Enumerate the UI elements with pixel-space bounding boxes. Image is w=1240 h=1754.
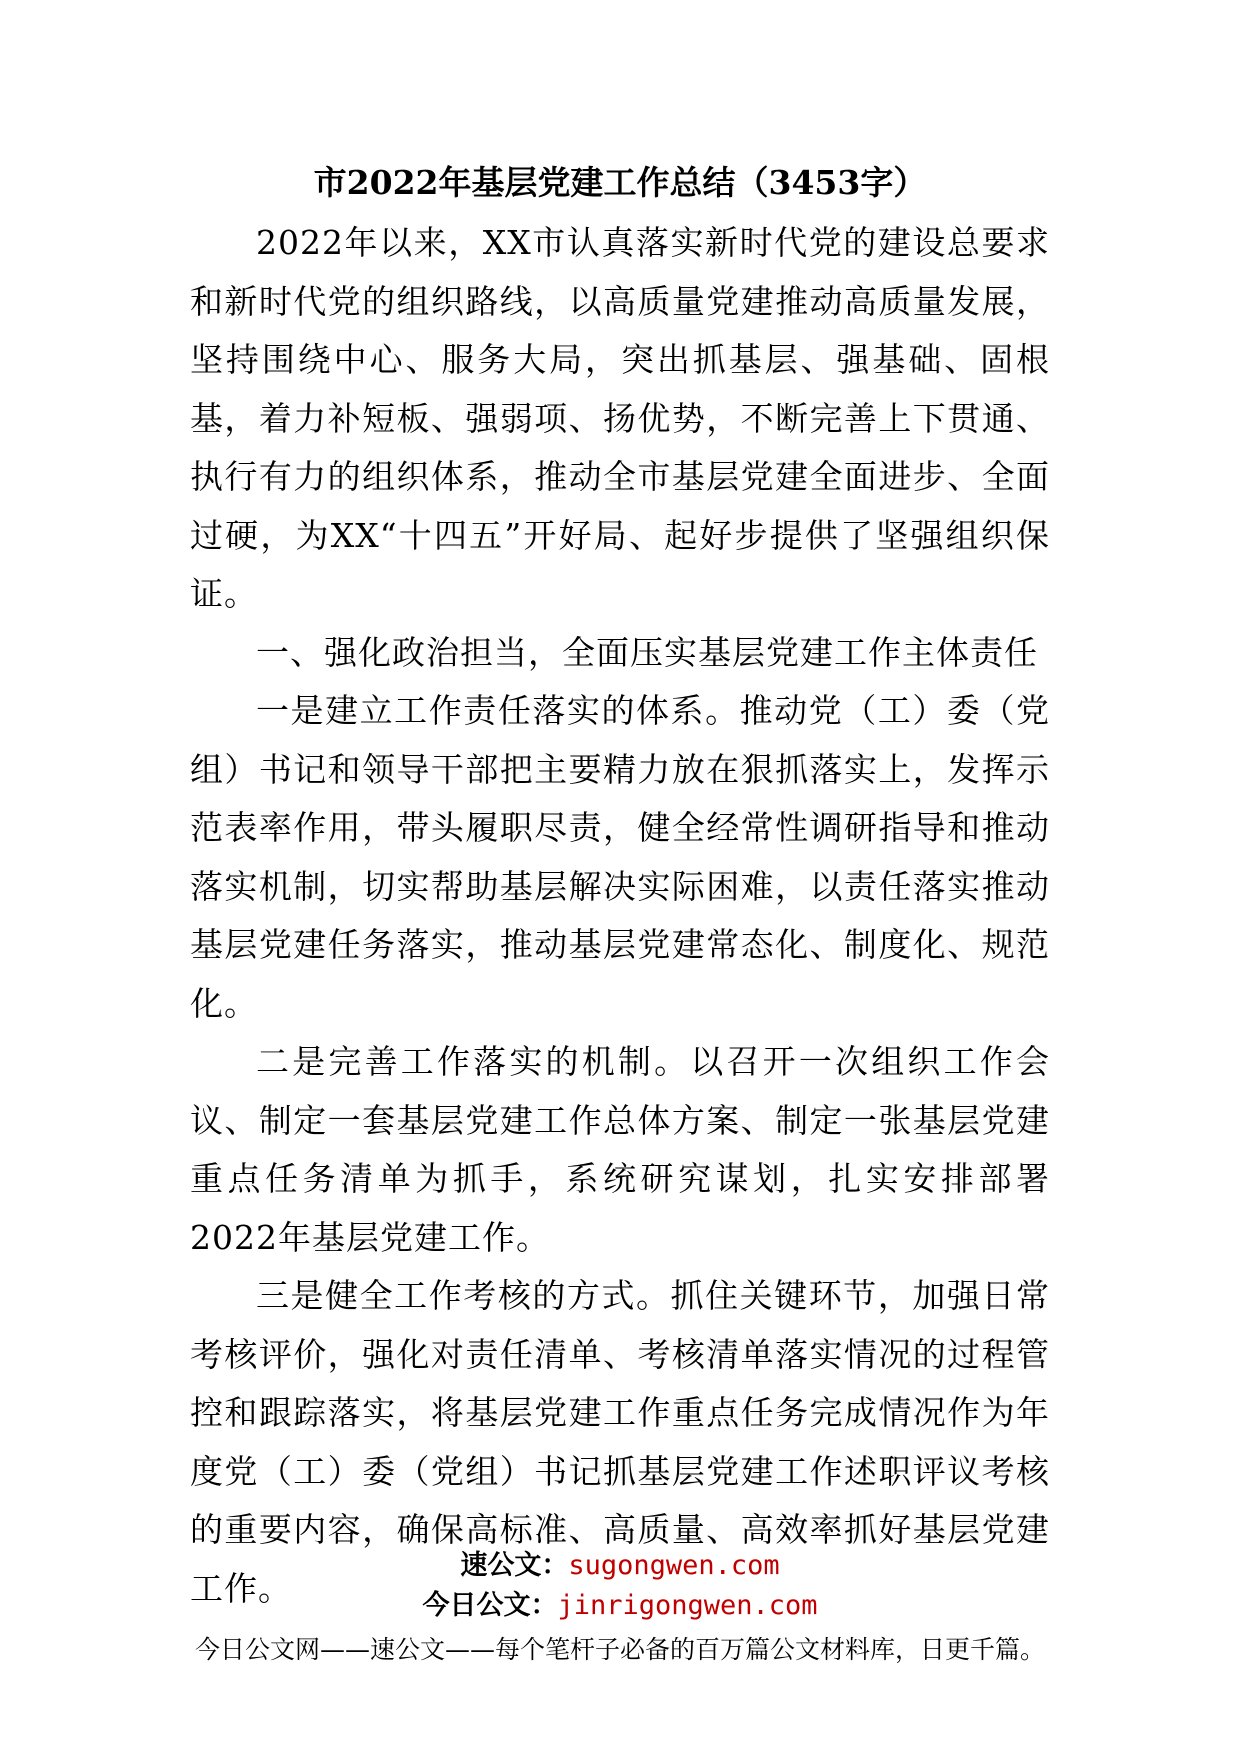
footer-label: 今日公文：	[422, 1590, 558, 1621]
body-paragraph: 一是建立工作责任落实的体系。推动党（工）委（党组）书记和领导干部把主要精力放在狠抓落实上，发挥示范表率作用，带头履职尽责，健全经常性调研指导和推动落实机制，切实帮助基层解决实际困难，以责任落实推动基层党建任务落实，推动基层党建常态化、制度化、规范化。	[190, 691, 1050, 1023]
sugongwen-link[interactable]: sugongwen.com	[568, 1550, 780, 1581]
footer-label: 速公文：	[460, 1550, 569, 1581]
footer-line-jinrigongwen	[0, 1588, 1240, 1624]
section-heading: 一、强化政治担当，全面压实基层党建工作主体责任	[256, 632, 1038, 672]
body-paragraph: 三是健全工作考核的方式。抓住关键环节，加强日常考核评价，强化对责任清单、考核清单落实情况的过程管控和跟踪落实，将基层党建工作重点任务完成情况作为年度党（工）委（党组）书记抓基层党建工作述职评议考核的重要内容，确保高标准、高质量、高效率抓好基层党建工作。	[190, 1276, 1050, 1608]
footer-line-sugongwen	[0, 1548, 1240, 1584]
footer-slogan: 今日公文网——速公文——每个笔杆子必备的百万篇公文材料库，日更千篇。	[194, 1635, 1045, 1664]
intro-paragraph: 2022年以来，XX市认真落实新时代党的建设总要求和新时代党的组织路线，以高质量党建推动高质量发展，坚持围绕中心、服务大局，突出抓基层、强基础、固根基，着力补短板、强弱项、扬优势，不断完善上下贯通、执行有力的组织体系，推动全市基层党建全面进步、全面过硬，为XX“十四五”开好局、起好步提供了坚强组织保证。	[190, 223, 1050, 613]
body-paragraph: 二是完善工作落实的机制。以召开一次组织工作会议、制定一套基层党建工作总体方案、制定一张基层党建重点任务清单为抓手，系统研究谋划，扎实安排部署2022年基层党建工作。	[190, 1042, 1050, 1257]
jinrigongwen-link[interactable]: jinrigongwen.com	[557, 1590, 818, 1621]
document-body	[190, 214, 1050, 1618]
document-title: 市2022年基层党建工作总结（3453字）	[313, 163, 927, 202]
